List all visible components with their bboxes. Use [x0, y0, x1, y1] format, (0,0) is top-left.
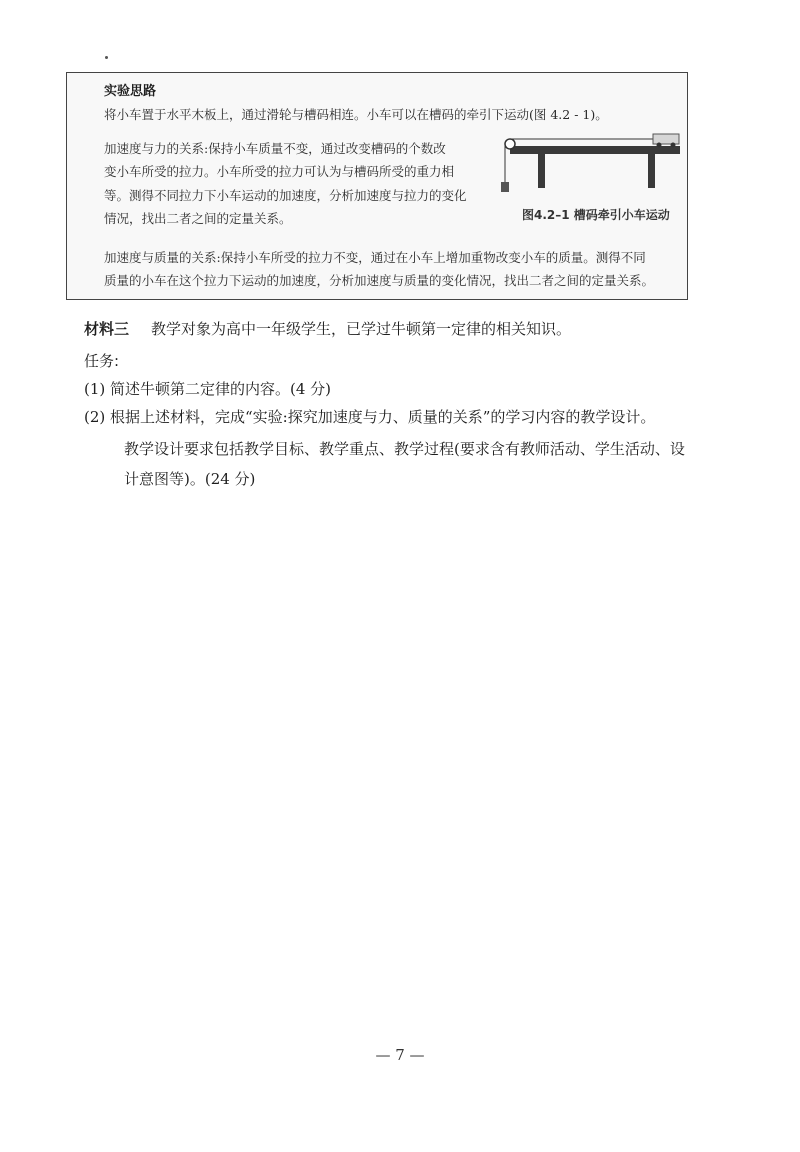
para3-line: 质量的小车在这个拉力下运动的加速度，分析加速度与质量的变化情况，找出二者之间的定量关系。 — [104, 273, 655, 288]
table-top — [510, 146, 680, 154]
box-line-1: 将小车置于水平木板上，通过滑轮与槽码相连。小车可以在槽码的牵引下运动(图 4.2 - 1)。 — [104, 107, 608, 122]
cart-pulley-figure — [498, 130, 684, 200]
para2-line: 加速度与力的关系:保持小车质量不变，通过改变槽码的个数改 — [104, 141, 446, 156]
box-title: 实验思路 — [104, 84, 157, 99]
para2-line: 变小车所受的拉力。小车所受的拉力可认为与槽码所受的重力相 — [104, 164, 455, 180]
task-question-2-continued: 计意图等)。(24 分) — [124, 470, 256, 488]
page-number: — 7 — — [375, 1046, 425, 1064]
task-question-1: (1) 简述牛顿第二定律的内容。(4 分) — [84, 380, 332, 398]
task-question-2-continued: 教学设计要求包括教学目标、教学重点、教学过程(要求含有教师活动、学生活动、设 — [124, 440, 685, 458]
task-heading: 任务: — [84, 352, 120, 370]
para3-line: 加速度与质量的关系:保持小车所受的拉力不变，通过在小车上增加重物改变小车的质量。测得不同 — [104, 250, 646, 265]
table-leg-left — [538, 154, 545, 188]
cart-wheel — [671, 143, 676, 148]
mass-relation-paragraph — [104, 246, 654, 292]
figure-caption: 图4.2–1 槽码牵引小车运动 — [522, 208, 670, 222]
force-relation-paragraph — [104, 137, 484, 230]
hanging-weight — [501, 182, 509, 192]
para2-line: 情况，找出二者之间的定量关系。 — [104, 210, 292, 226]
pulley — [505, 139, 515, 149]
task-question-2: (2) 根据上述材料，完成“实验:探究加速度与力、质量的关系”的学习内容的教学设计。 — [84, 408, 656, 426]
material-three — [84, 318, 571, 339]
material-three-label: 材料三 — [84, 320, 130, 338]
cart-wheel — [657, 143, 662, 148]
cart-body — [653, 134, 679, 144]
table-leg-right — [648, 154, 655, 188]
material-three-text: 教学对象为高中一年级学生，已学过牛顿第一定律的相关知识。 — [151, 320, 572, 338]
scan-dot — [105, 56, 108, 59]
para2-line: 等。测得不同拉力下小车运动的加速度，分析加速度与拉力的变化 — [104, 187, 467, 203]
